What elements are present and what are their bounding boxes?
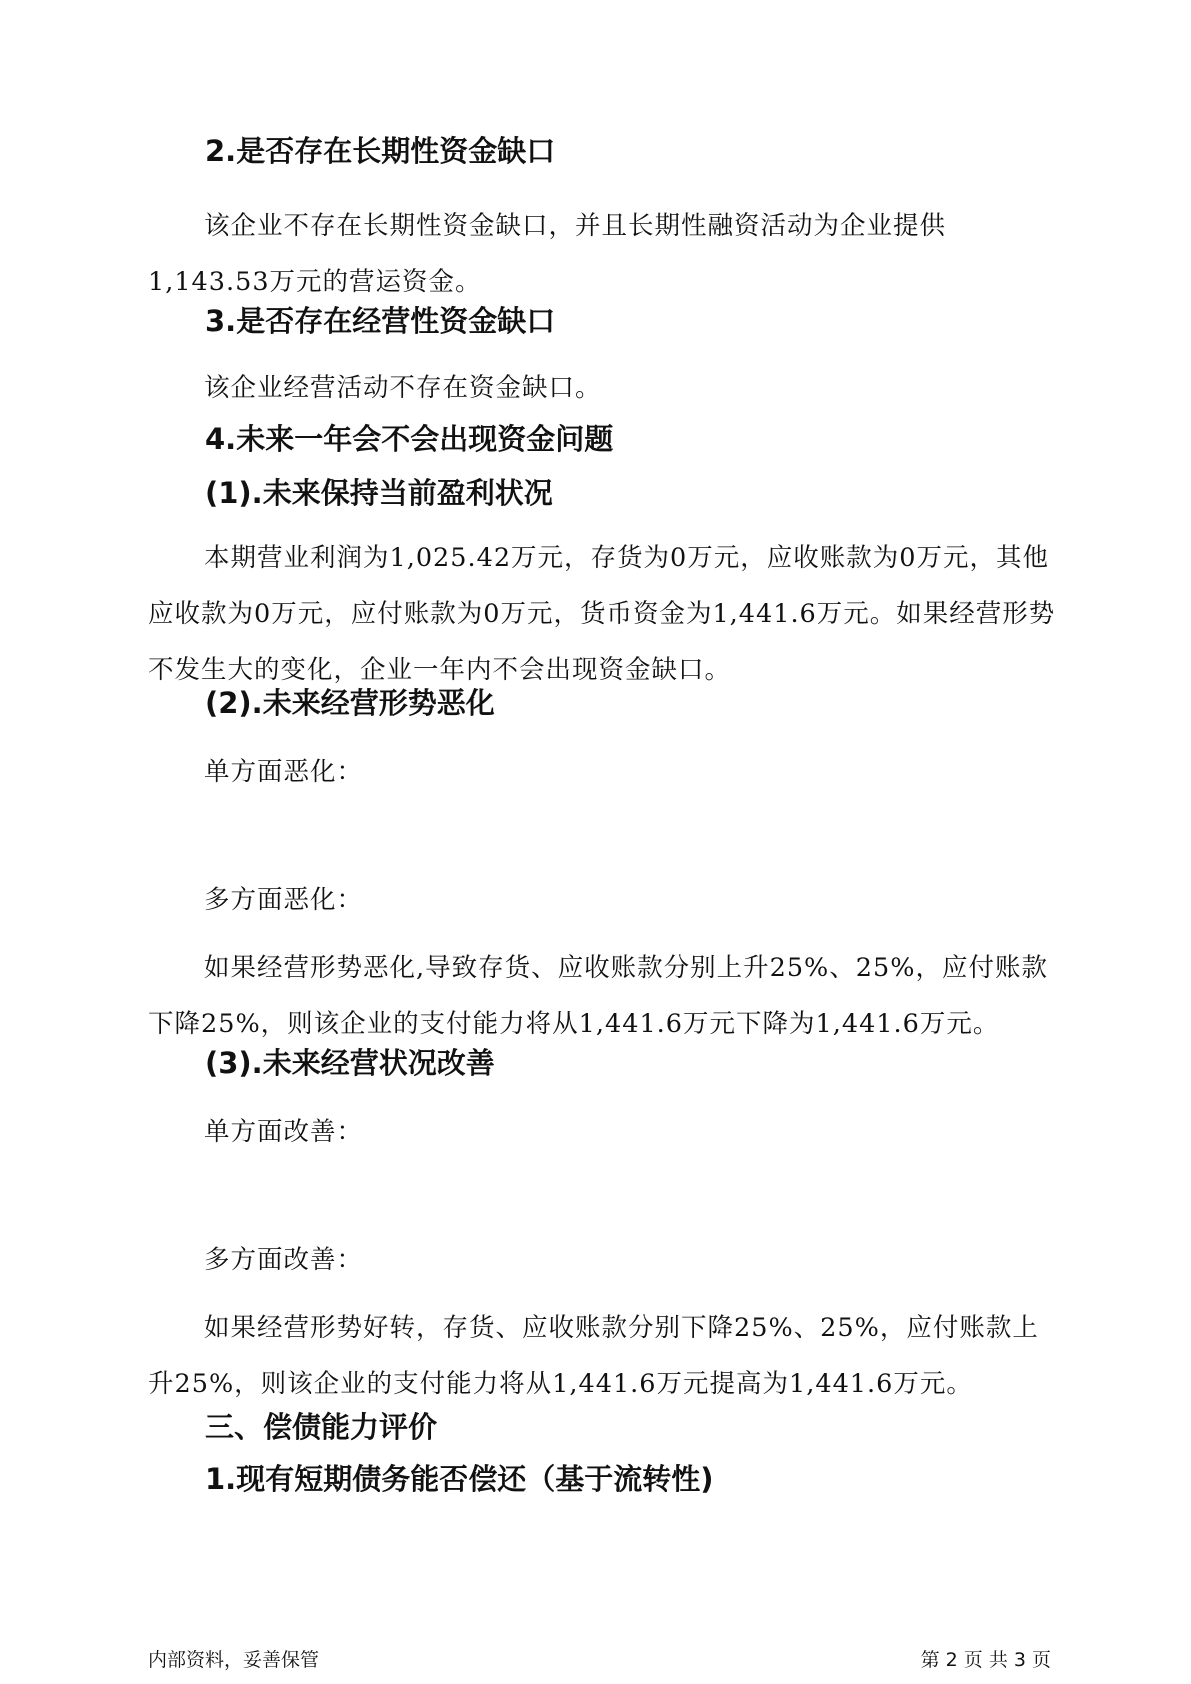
worsen-single-label: 单方面恶化： <box>204 757 364 787</box>
solvency-heading: 三、偿债能力评价 <box>205 1410 438 1444</box>
improve-single-label: 单方面改善： <box>204 1117 364 1147</box>
operating-gap-paragraph: 该企业经营活动不存在资金缺口。 <box>204 373 602 403</box>
worsen-paragraph: 如果经营形势恶化,导致存货、应收账款分别上升25%、25%，应付账款下降25%，则该企业的支付能力将从1,441.6万元下降为1,441.6万元。 <box>148 953 1048 1039</box>
worsen-heading: (2).未来经营形势恶化 <box>205 686 495 720</box>
footer-page-number: 第 2 页 共 3 页 <box>920 1649 1051 1671</box>
keep-profit-paragraph: 本期营业利润为1,025.42万元，存货为0万元，应收账款为0万元，其他应收款为0万元，应付账款为0万元，货币资金为1,441.6万元。如果经营形势不发生大的变化，企业一年内不会出现资金缺口。 <box>148 543 1056 685</box>
improve-heading: (3).未来经营状况改善 <box>205 1046 495 1080</box>
next-year-heading: 4.未来一年会不会出现资金问题 <box>205 422 614 456</box>
short-term-debt-heading: 1.现有短期债务能否偿还（基于流转性) <box>205 1462 714 1496</box>
worsen-multi-label: 多方面恶化： <box>204 885 364 915</box>
improve-paragraph: 如果经营形势好转，存货、应收账款分别下降25%、25%，应付账款上升25%，则该企业的支付能力将从1,441.6万元提高为1,441.6万元。 <box>148 1313 1039 1399</box>
long-term-gap-paragraph: 该企业不存在长期性资金缺口，并且长期性融资活动为企业提供1,143.53万元的营运资金。 <box>148 211 947 297</box>
keep-profit-heading: (1).未来保持当前盈利状况 <box>205 476 553 510</box>
footer-confidential-note: 内部资料，妥善保管 <box>148 1649 320 1671</box>
long-term-gap-heading: 2.是否存在长期性资金缺口 <box>205 134 556 168</box>
improve-multi-label: 多方面改善： <box>204 1245 364 1275</box>
operating-gap-heading: 3.是否存在经营性资金缺口 <box>205 304 556 338</box>
